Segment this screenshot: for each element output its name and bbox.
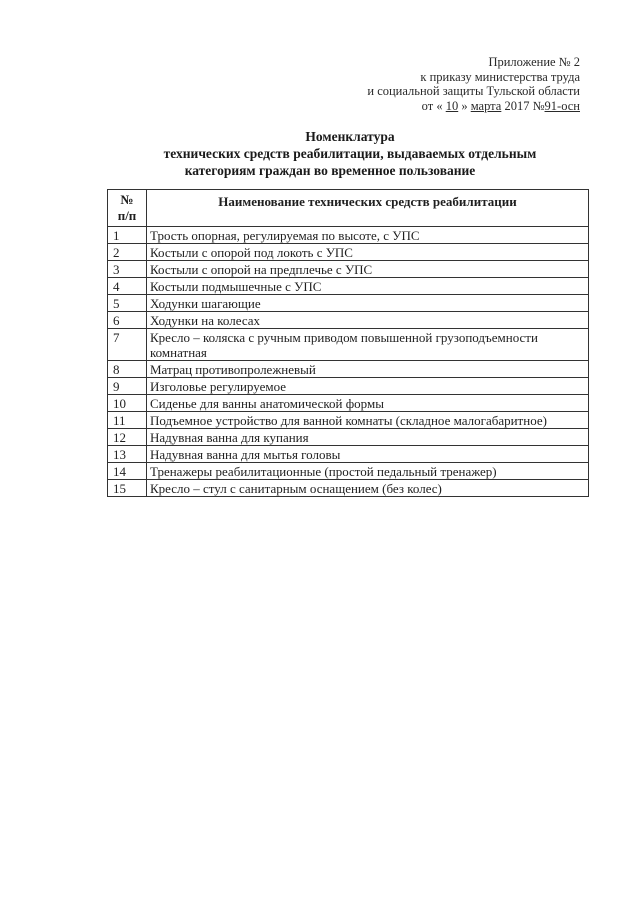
title-line-2: технических средств реабилитации, выдаваемых отдельным — [163, 146, 537, 161]
title-line-3: категориям граждан во временное пользование — [184, 163, 476, 178]
row-number: 2 — [108, 244, 147, 261]
table-row — [108, 361, 589, 378]
row-item-name: Ходунки шагающие — [147, 295, 589, 312]
row-item-name: Трость опорная, регулируемая по высоте, с УПС — [147, 227, 589, 244]
header-number-sign: № — [120, 192, 134, 207]
row-item-name: Тренажеры реабилитационные (простой педальный тренажер) — [147, 463, 589, 480]
table-row — [108, 261, 589, 278]
row-number: 9 — [108, 378, 147, 395]
table-row — [108, 480, 589, 497]
table-row — [108, 446, 589, 463]
date-year: 2017 — [504, 98, 530, 113]
row-number: 4 — [108, 278, 147, 295]
header-name: Наименование технических средств реабилитации — [147, 190, 589, 227]
date-month: марта — [470, 98, 502, 113]
appendix-line-3: и социальной защиты Тульской области — [367, 84, 580, 98]
table-row — [108, 463, 589, 480]
row-number: 11 — [108, 412, 147, 429]
row-item-name: Костыли с опорой под локоть с УПС — [147, 244, 589, 261]
table-row — [108, 429, 589, 446]
table-row — [108, 412, 589, 429]
table-row — [108, 395, 589, 412]
row-item-name: Кресло – стул с санитарным оснащением (без колес) — [147, 480, 589, 497]
row-number: 10 — [108, 395, 147, 412]
appendix-line-2: к приказу министерства труда — [420, 69, 580, 84]
table-row — [108, 244, 589, 261]
row-item-name: Матрац противопролежневый — [147, 361, 589, 378]
appendix-header — [367, 55, 580, 113]
title-line-1: Номенклатура — [305, 129, 395, 144]
row-number: 15 — [108, 480, 147, 497]
number-sign: № — [532, 98, 545, 113]
table-header-row — [108, 190, 589, 227]
table-row — [108, 378, 589, 395]
appendix-date-line — [367, 99, 580, 114]
row-item-name: Надувная ванна для купания — [147, 429, 589, 446]
nomenclature-table — [107, 189, 589, 497]
row-item-name: Подъемное устройство для ванной комнаты (складное малогабаритное) — [147, 412, 589, 429]
row-number: 13 — [108, 446, 147, 463]
date-prefix: от « — [421, 98, 443, 113]
row-item-name: Сиденье для ванны анатомической формы — [147, 395, 589, 412]
table-row — [108, 329, 589, 361]
row-item-name: Ходунки на колесах — [147, 312, 589, 329]
appendix-line-1: Приложение № 2 — [488, 55, 580, 69]
row-item-name: Надувная ванна для мытья головы — [147, 446, 589, 463]
row-item-name: Кресло – коляска с ручным приводом повышенной грузоподъемности комнатная — [147, 329, 589, 361]
order-number: 91-осн — [544, 98, 580, 113]
table-row — [108, 312, 589, 329]
row-number: 3 — [108, 261, 147, 278]
row-number: 8 — [108, 361, 147, 378]
row-item-name: Костыли подмышечные с УПС — [147, 278, 589, 295]
date-day: 10 — [445, 98, 459, 113]
row-number: 1 — [108, 227, 147, 244]
row-number: 14 — [108, 463, 147, 480]
table-row — [108, 278, 589, 295]
table-body — [108, 227, 589, 497]
row-item-name: Изголовье регулируемое — [147, 378, 589, 395]
row-number: 12 — [108, 429, 147, 446]
header-number — [108, 190, 147, 227]
row-number: 7 — [108, 329, 147, 361]
document-title — [100, 128, 600, 179]
header-number-label: п/п — [117, 208, 137, 223]
table-row — [108, 227, 589, 244]
row-item-name: Костыли с опорой на предплечье с УПС — [147, 261, 589, 278]
date-mid: » — [461, 98, 468, 113]
row-number: 6 — [108, 312, 147, 329]
table-row — [108, 295, 589, 312]
row-number: 5 — [108, 295, 147, 312]
